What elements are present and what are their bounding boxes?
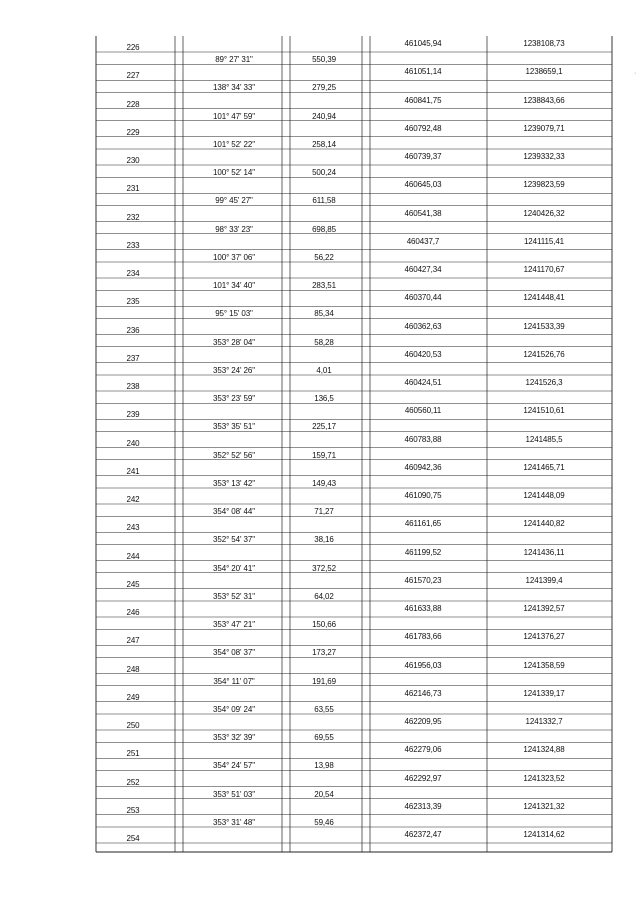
point-number: 233 xyxy=(126,240,140,250)
y-coordinate: 1241321,32 xyxy=(523,801,565,811)
x-coordinate: 462292,97 xyxy=(404,773,442,783)
direction-angle: 354° 08' 37" xyxy=(213,648,255,658)
x-coordinate: 462372,47 xyxy=(404,830,442,839)
x-coordinate: 461783,66 xyxy=(404,632,442,642)
segment-length: 611,58 xyxy=(312,196,336,206)
y-coordinate: 1241170,67 xyxy=(523,265,565,274)
direction-angle: 99° 45' 27" xyxy=(215,196,253,206)
y-coordinate: 1241332,7 xyxy=(525,717,563,726)
segment-length: 159,71 xyxy=(312,450,336,460)
segment-length: 59,46 xyxy=(314,817,334,827)
x-coordinate: 460437,7 xyxy=(406,236,440,246)
segment-length: 225,17 xyxy=(312,422,336,432)
x-coordinate: 460841,75 xyxy=(404,95,442,105)
point-number: 238 xyxy=(126,382,140,391)
y-coordinate: 1241376,27 xyxy=(523,632,565,642)
x-coordinate: 461956,03 xyxy=(404,660,442,670)
x-coordinate: 461199,52 xyxy=(404,547,442,557)
point-number: 228 xyxy=(126,99,140,109)
direction-angle: 354° 11' 07" xyxy=(213,676,255,686)
x-coordinate: 460541,38 xyxy=(404,208,442,218)
segment-length: 372,52 xyxy=(312,563,336,573)
point-number: 254 xyxy=(126,834,140,843)
x-coordinate: 462313,39 xyxy=(404,801,442,811)
direction-angle: 354° 09' 24" xyxy=(213,704,255,714)
y-coordinate: 1241314,62 xyxy=(523,830,565,839)
point-number: 243 xyxy=(126,523,140,533)
direction-angle: 352° 52' 56" xyxy=(213,450,255,460)
segment-length: 63,55 xyxy=(314,704,334,714)
y-coordinate: 1241339,17 xyxy=(523,688,565,698)
point-number: 239 xyxy=(126,410,140,420)
direction-angle: 353° 31' 48" xyxy=(213,817,255,827)
y-coordinate: 1241526,76 xyxy=(523,349,565,359)
y-coordinate: 1239823,59 xyxy=(523,180,565,190)
segment-length: 58,28 xyxy=(314,337,334,347)
x-coordinate: 461045,94 xyxy=(404,39,442,48)
x-coordinate: 460560,11 xyxy=(404,406,442,416)
y-coordinate: 1241115,41 xyxy=(523,236,565,246)
point-number: 245 xyxy=(126,579,140,589)
y-coordinate: 1241533,39 xyxy=(523,321,565,331)
segment-length: 71,27 xyxy=(314,507,334,516)
direction-angle: 353° 35' 51" xyxy=(213,422,255,432)
point-number: 252 xyxy=(126,777,140,787)
y-coordinate: 1241448,09 xyxy=(523,491,565,500)
segment-length: 191,69 xyxy=(312,676,336,686)
point-number: 237 xyxy=(126,353,140,363)
point-number: 253 xyxy=(126,805,140,815)
segment-length: 85,34 xyxy=(314,309,334,319)
point-number: 244 xyxy=(126,551,140,561)
x-coordinate: 461051,14 xyxy=(404,67,442,77)
segment-length: 283,51 xyxy=(312,281,336,290)
y-coordinate: 1241485,5 xyxy=(525,434,563,444)
point-number: 227 xyxy=(126,71,140,81)
segment-length: 136,5 xyxy=(314,394,334,403)
point-number: 235 xyxy=(126,297,140,307)
point-number: 234 xyxy=(126,269,140,278)
point-number: 249 xyxy=(126,692,140,702)
segment-length: 56,22 xyxy=(314,252,334,262)
point-number: 230 xyxy=(126,156,140,165)
segment-length: 258,14 xyxy=(312,139,336,149)
y-coordinate: 1241465,71 xyxy=(523,462,565,472)
x-coordinate: 460424,51 xyxy=(404,378,442,387)
direction-angle: 353° 23' 59" xyxy=(213,394,255,403)
y-coordinate: 1239079,71 xyxy=(523,123,565,133)
x-coordinate: 461161,65 xyxy=(404,519,442,529)
point-number: 247 xyxy=(126,636,140,646)
x-coordinate: 460370,44 xyxy=(404,293,442,303)
direction-angle: 101° 52' 22" xyxy=(213,139,255,149)
y-coordinate: 1238659,1 xyxy=(525,67,563,77)
margin-mark: · xyxy=(634,70,637,77)
direction-angle: 353° 28' 04" xyxy=(213,337,255,347)
point-number: 240 xyxy=(126,438,140,448)
y-coordinate: 1238843,66 xyxy=(523,95,565,105)
direction-angle: 95° 15' 03" xyxy=(215,309,253,319)
direction-angle: 353° 52' 31" xyxy=(213,591,255,601)
segment-length: 13,98 xyxy=(314,761,334,771)
segment-length: 4,01 xyxy=(316,365,332,375)
x-coordinate: 462279,06 xyxy=(404,745,442,755)
x-coordinate: 460739,37 xyxy=(404,152,442,161)
y-coordinate: 1241440,82 xyxy=(523,519,565,529)
x-coordinate: 460942,36 xyxy=(404,462,442,472)
direction-angle: 354° 20' 41" xyxy=(213,563,255,573)
x-coordinate: 461633,88 xyxy=(404,604,442,613)
x-coordinate: 460362,63 xyxy=(404,321,442,331)
direction-angle: 353° 13' 42" xyxy=(213,478,255,488)
y-coordinate: 1238108,73 xyxy=(523,39,565,48)
direction-angle: 352° 54' 37" xyxy=(213,535,255,545)
direction-angle: 138° 34' 33" xyxy=(213,83,255,93)
direction-angle: 101° 34' 40" xyxy=(213,281,255,290)
x-coordinate: 461090,75 xyxy=(404,491,442,500)
y-coordinate: 1239332,33 xyxy=(523,152,565,161)
y-coordinate: 1241358,59 xyxy=(523,660,565,670)
x-coordinate: 460427,34 xyxy=(404,265,442,274)
segment-length: 69,55 xyxy=(314,733,334,742)
segment-length: 240,94 xyxy=(312,111,336,121)
segment-length: 550,39 xyxy=(312,55,336,64)
x-coordinate: 462209,95 xyxy=(404,717,442,726)
y-coordinate: 1240426,32 xyxy=(523,208,565,218)
x-coordinate: 460783,88 xyxy=(404,434,442,444)
x-coordinate: 461570,23 xyxy=(404,575,442,585)
x-coordinate: 460645,03 xyxy=(404,180,442,190)
direction-angle: 100° 52' 14" xyxy=(213,168,255,177)
segment-length: 279,25 xyxy=(312,83,336,93)
direction-angle: 353° 32' 39" xyxy=(213,733,255,742)
y-coordinate: 1241448,41 xyxy=(523,293,565,303)
direction-angle: 354° 24' 57" xyxy=(213,761,255,771)
y-coordinate: 1241436,11 xyxy=(523,547,565,557)
point-number: 251 xyxy=(126,749,140,759)
y-coordinate: 1241392,57 xyxy=(523,604,565,613)
point-number: 226 xyxy=(126,43,140,52)
point-number: 250 xyxy=(126,721,140,730)
segment-length: 173,27 xyxy=(312,648,336,658)
segment-length: 20,54 xyxy=(314,789,334,799)
direction-angle: 101° 47' 59" xyxy=(213,111,255,121)
direction-angle: 98° 33' 23" xyxy=(215,224,253,234)
point-number: 229 xyxy=(126,127,140,137)
segment-length: 150,66 xyxy=(312,620,336,629)
direction-angle: 89° 27' 31" xyxy=(215,55,253,64)
y-coordinate: 1241510,61 xyxy=(523,406,565,416)
segment-length: 64,02 xyxy=(314,591,334,601)
segment-length: 500,24 xyxy=(312,168,336,177)
y-coordinate: 1241399,4 xyxy=(525,575,563,585)
segment-length: 149,43 xyxy=(312,478,336,488)
point-number: 241 xyxy=(126,466,140,476)
point-number: 246 xyxy=(126,608,140,617)
segment-length: 698,85 xyxy=(312,224,336,234)
direction-angle: 100° 37' 06" xyxy=(213,252,255,262)
direction-angle: 353° 24' 26" xyxy=(213,365,255,375)
x-coordinate: 460792,48 xyxy=(404,123,442,133)
point-number: 232 xyxy=(126,212,140,222)
y-coordinate: 1241324,88 xyxy=(523,745,565,755)
point-number: 231 xyxy=(126,184,140,194)
y-coordinate: 1241526,3 xyxy=(525,378,563,387)
point-number: 236 xyxy=(126,325,140,335)
point-number: 242 xyxy=(126,495,140,504)
segment-length: 38,16 xyxy=(314,535,334,545)
x-coordinate: 462146,73 xyxy=(404,688,442,698)
point-number: 248 xyxy=(126,664,140,674)
direction-angle: 354° 08' 44" xyxy=(213,507,255,516)
direction-angle: 353° 47' 21" xyxy=(213,620,255,629)
x-coordinate: 460420,53 xyxy=(404,349,442,359)
y-coordinate: 1241323,52 xyxy=(523,773,565,783)
direction-angle: 353° 51' 03" xyxy=(213,789,255,799)
